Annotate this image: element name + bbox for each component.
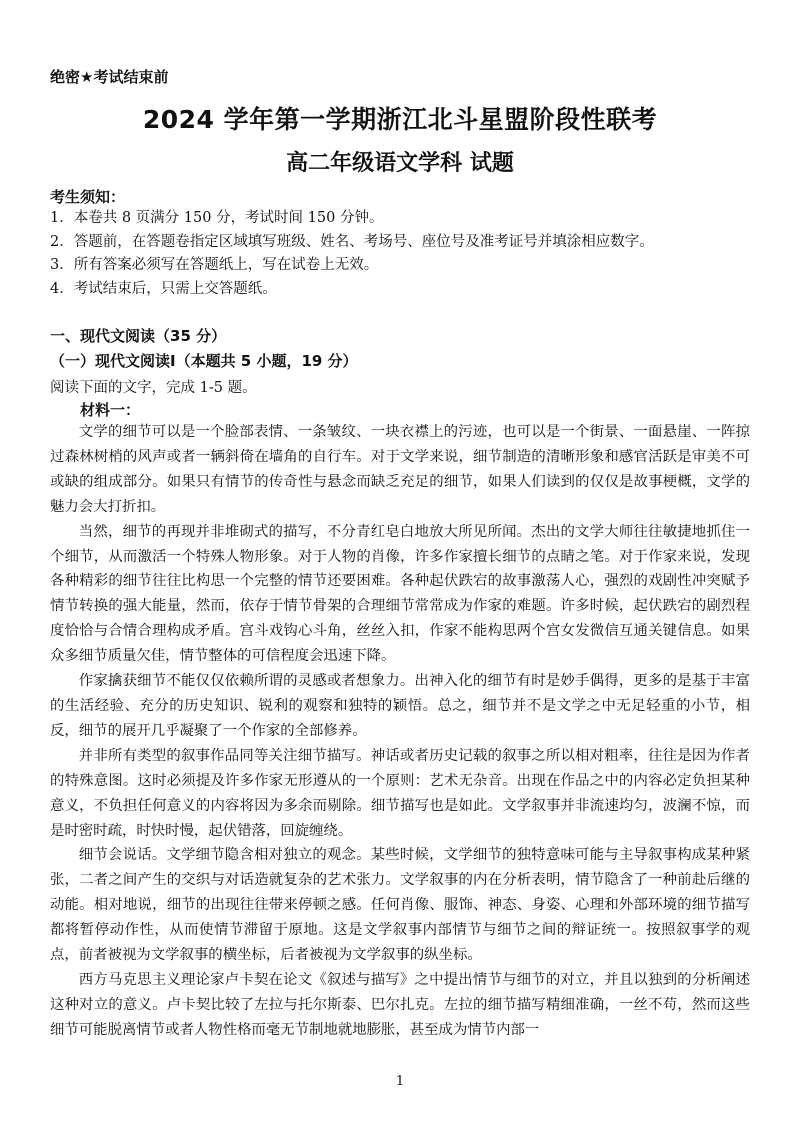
passage-paragraph: 当然，细节的再现并非堆砌式的描写，不分青红皂白地放大所见所闻。杰出的文学大师往往敏捷地抓住一个细节，从而激活一个特殊人物形象。对于人物的肖像，许多作家擅长细节的点睛之笔。对于作家来说，发现各种精彩的细节往往比构思一个完整的情节还要困难。各种起伏跌宕的故事激荡人心，强烈的戏剧性冲突赋予情节转换的强大能量，然而，依存于情节骨架的合理细节常常成为作家的难题。许多时候，起伏跌宕的剧烈程度恰恰与合情合理构成矛盾。宫斗戏钩心斗角，丝丝入扣，作家不能构思两个宫女发微信互通关键信息。如果众多细节质量欠佳，情节整体的可信程度会迅速下降。 <box>50 523 750 665</box>
notice-item: 3．所有答案必须写在答题纸上，写在试卷上无效。 <box>50 257 379 273</box>
section-heading: 一、现代文阅读（35 分） <box>50 327 227 345</box>
exam-subtitle: 高二年级语文学科 试题 <box>286 151 514 176</box>
notice-heading: 考生须知： <box>50 188 126 206</box>
passage-paragraph: 文学的细节可以是一个脸部表情、一条皱纹、一块衣襟上的污迹，也可以是一个街景、一面悬崖、一阵掠过森林树梢的风声或者一辆斜倚在墙角的自行车。对于文学来说，细节制造的清晰形象和感官活跃是审美不可或缺的组成部分。如果只有情节的传奇性与悬念而缺乏充足的细节，如果人们读到的仅仅是故事梗概，文学的魅力会大打折扣。 <box>50 424 750 515</box>
confidential-label: 绝密★考试结束前 <box>50 68 169 86</box>
passage-paragraph: 细节会说话。文学细节隐含相对独立的观念。某些时候，文学细节的独特意味可能与主导叙事构成某种紧张，二者之间产生的交织与对话造就复杂的艺术张力。文学叙事的内在分析表明，情节隐含了一种前赴后继的动能。相对地说，细节的出现往往带来停顿之感。任何肖像、服饰、神态、身姿、心理和外部环境的细节描写都将暂停动作性，从而使情节滞留于原地。这是文学叙事内部情节与细节之间的辩证统一。按照叙事学的观点，前者被视为文学叙事的横坐标，后者被视为文学叙事的纵坐标。 <box>50 847 750 964</box>
material-label: 材料一： <box>80 401 141 419</box>
passage-paragraph: 西方马克思主义理论家卢卡契在论文《叙述与描写》之中提出情节与细节的对立，并且以独到的分析阐述这种对立的意义。卢卡契比较了左拉与托尔斯泰、巴尔扎克。左拉的细节描写精细准确，一丝不苟，然而这些细节可能脱离情节或者人物性格而毫无节制地就地膨胀，甚至成为情节内部一 <box>50 971 750 1038</box>
subsection-heading: （一）现代文阅读Ⅰ（本题共 5 小题，19 分） <box>50 352 358 370</box>
notice-item: 1．本卷共 8 页满分 150 分，考试时间 150 分钟。 <box>50 210 384 226</box>
reading-instruction: 阅读下面的文字，完成 1-5 题。 <box>50 380 257 396</box>
exam-title: 2024 学年第一学期浙江北斗星盟阶段性联考 <box>142 105 658 134</box>
passage-paragraph: 作家擒获细节不能仅仅依赖所谓的灵感或者想象力。出神入化的细节有时是妙手偶得，更多的是基于丰富的生活经验、充分的历史知识、锐利的观察和独特的颖悟。总之，细节并不是文学之中无足轻重的小节，相反，细节的展开几乎凝聚了一个作家的全部修养。 <box>50 673 750 739</box>
notice-item: 4．考试结束后，只需上交答题纸。 <box>50 280 277 297</box>
reading-passage <box>50 420 750 1043</box>
page-number: 1 <box>395 1074 405 1089</box>
passage-paragraph: 并非所有类型的叙事作品同等关注细节描写。神话或者历史记载的叙事之所以相对粗率，往往是因为作者的特殊意图。这时必须提及许多作家无形遵从的一个原则：艺术无杂音。出现在作品之中的内容必定负担某种意义，不负担任何意义的内容将因为多余而剔除。细节描写也是如此。文学叙事并非流速均匀，波澜不惊，而是时密时疏，时快时慢，起伏错落，回旋缠绕。 <box>50 747 750 839</box>
notice-item: 2．答题前，在答题卷指定区域填写班级、姓名、考场号、座位号及准考证号并填涂相应数字。 <box>50 233 654 250</box>
notice-list <box>50 207 760 301</box>
